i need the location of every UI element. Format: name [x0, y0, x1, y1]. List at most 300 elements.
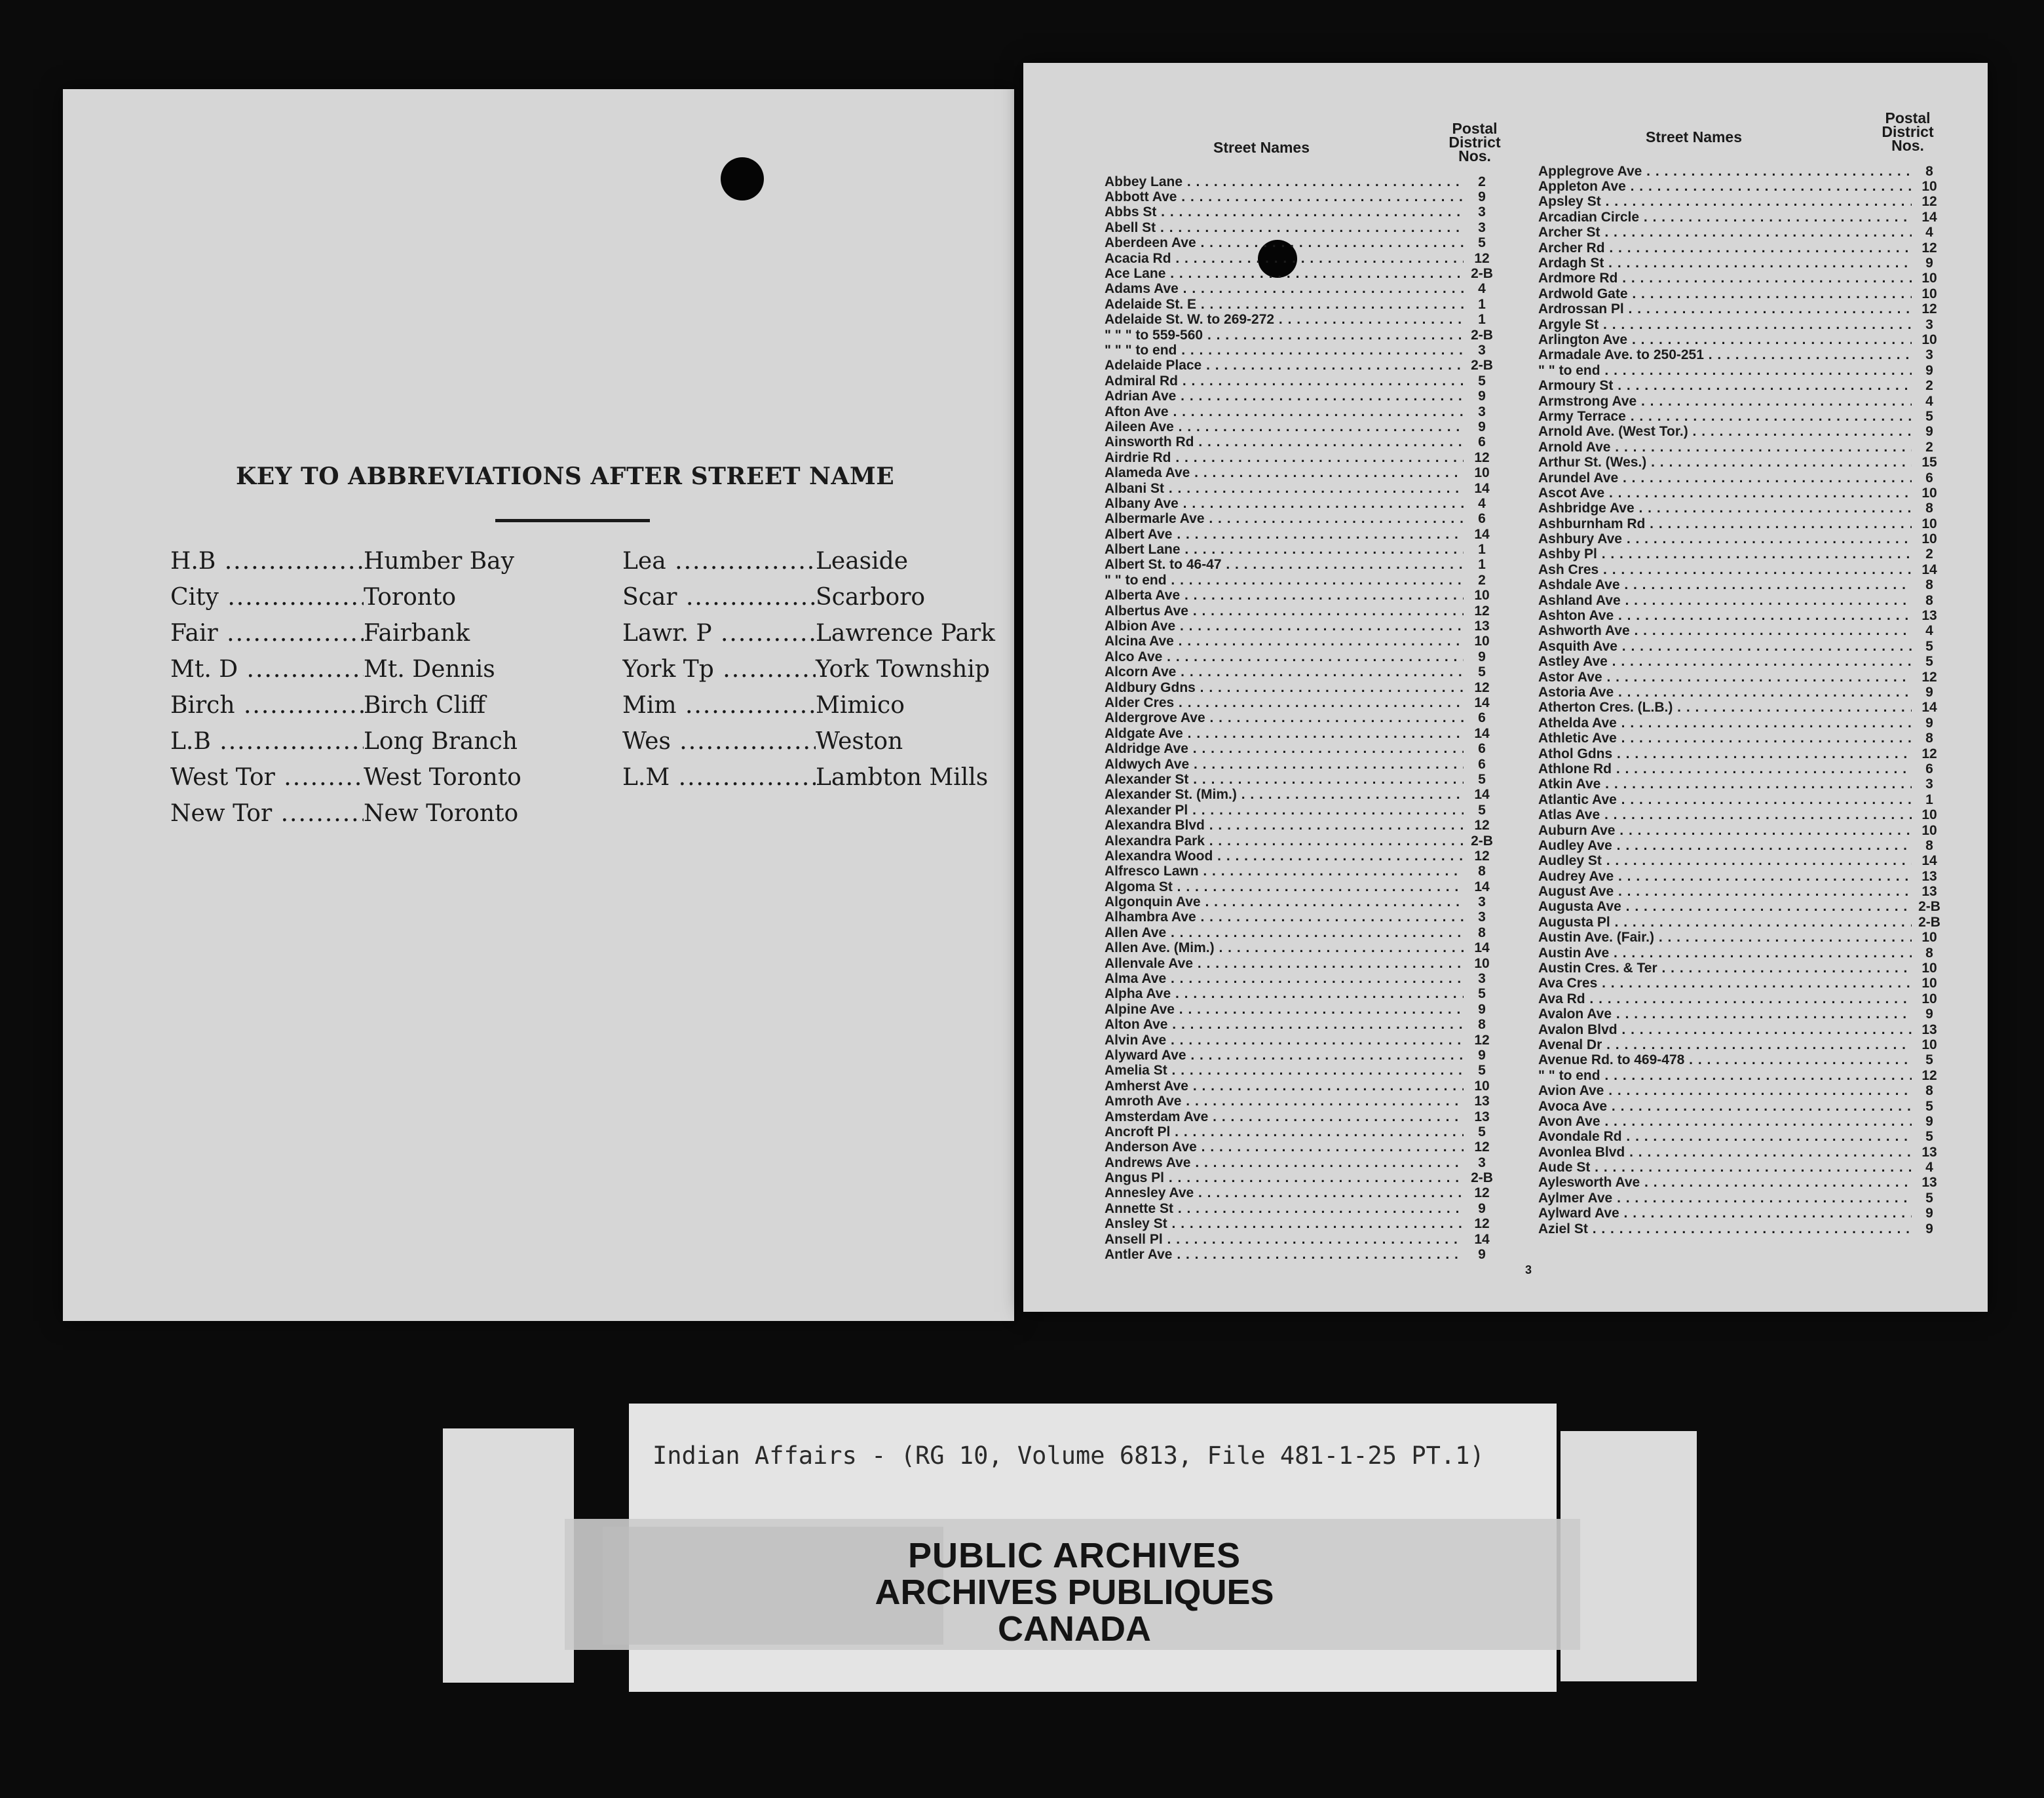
abbreviation-code: Fair ..... — [170, 620, 364, 647]
street-name: Aziel St . . . — [1538, 1221, 1912, 1237]
street-row — [1105, 1232, 1498, 1247]
postal-district-number: 5 — [1925, 1190, 1933, 1206]
abbreviation-meaning: West Toronto — [364, 764, 521, 791]
street-name: Avalon Ave . . . — [1538, 1006, 1912, 1022]
street-name: Astor Ave . . . — [1538, 670, 1912, 685]
street-name: Adelaide St. E . . . — [1105, 297, 1464, 313]
abbreviation-meaning: Mimico — [816, 692, 905, 719]
postal-district-number: 1 — [1478, 557, 1486, 573]
street-name: Armoury St . . . — [1538, 378, 1912, 394]
postal-district-number: 10 — [1921, 1037, 1937, 1052]
street-row — [1538, 700, 1944, 716]
stamp-line: CANADA — [998, 1609, 1151, 1649]
street-name: Ashworth Ave . . . — [1538, 623, 1912, 639]
street-row — [1538, 1068, 1944, 1083]
street-row — [1105, 757, 1498, 772]
street-row — [1105, 956, 1498, 971]
title-underline — [495, 519, 650, 522]
postal-district-number: 9 — [1478, 1047, 1486, 1063]
label-tab — [1561, 1431, 1697, 1681]
postal-district-number: 3 — [1478, 343, 1486, 358]
street-name: Ardwold Gate . . . — [1538, 286, 1912, 302]
postal-district-number: 14 — [1474, 526, 1490, 542]
street-row — [1105, 987, 1498, 1002]
street-name: Algoma St . . . — [1105, 879, 1464, 895]
postal-district-number: 6 — [1478, 434, 1486, 450]
abbreviation-meaning: Scarboro — [816, 584, 926, 611]
street-row — [1538, 1160, 1944, 1175]
postal-district-number: 9 — [1925, 1113, 1933, 1129]
postal-district-number: 10 — [1921, 516, 1937, 531]
street-name: Amsterdam Ave . . . — [1105, 1109, 1464, 1125]
street-row — [1538, 1206, 1944, 1221]
street-name: " " to end . . . — [1105, 573, 1464, 588]
postal-district-number: 10 — [1921, 286, 1937, 301]
abbreviation-row — [170, 692, 521, 728]
postal-district-number: 9 — [1925, 1221, 1933, 1236]
street-row — [1105, 205, 1498, 220]
street-row — [1538, 961, 1944, 976]
street-name: Alexander St. (Mim.) . . . — [1105, 787, 1464, 803]
street-row — [1105, 849, 1498, 864]
postal-district-number: 14 — [1474, 480, 1490, 496]
postal-header-line: Postal — [1885, 109, 1931, 126]
street-row — [1538, 1083, 1944, 1098]
street-name: Avenue Rd. to 469-478 . . . — [1538, 1052, 1912, 1068]
postal-district-number: 13 — [1921, 608, 1937, 624]
postal-district-number: 2-B — [1918, 914, 1940, 930]
postal-district-number: 2 — [1925, 546, 1933, 562]
street-row — [1538, 470, 1944, 486]
postal-district-header — [1874, 111, 1942, 153]
street-row — [1105, 634, 1498, 649]
street-name: Aldgate Ave . . . — [1105, 726, 1464, 742]
street-name: Abell St . . . — [1105, 220, 1464, 236]
street-name: Alexander Pl . . . — [1105, 803, 1464, 818]
street-row — [1538, 394, 1944, 409]
postal-district-number: 14 — [1474, 940, 1490, 956]
street-row — [1538, 1099, 1944, 1114]
street-row — [1105, 512, 1498, 527]
postal-district-number: 13 — [1921, 884, 1937, 900]
street-name: Abbey Lane . . . — [1105, 174, 1464, 190]
abbreviation-code: L.B ..... — [170, 728, 364, 755]
street-row — [1105, 419, 1498, 434]
street-name: Alameda Ave . . . — [1105, 465, 1464, 481]
street-name: Albani St . . . — [1105, 481, 1464, 497]
street-row — [1105, 236, 1498, 251]
abbreviation-row — [170, 584, 521, 620]
postal-district-number: 14 — [1474, 1231, 1490, 1247]
abbreviation-row — [170, 764, 521, 800]
street-name: Alma Ave . . . — [1105, 971, 1464, 987]
street-name: Atlantic Ave . . . — [1538, 792, 1912, 808]
postal-district-number: 4 — [1925, 623, 1933, 639]
street-row — [1105, 481, 1498, 496]
street-name: Anderson Ave . . . — [1105, 1139, 1464, 1155]
street-row — [1105, 1124, 1498, 1139]
street-name: Albertus Ave . . . — [1105, 603, 1464, 619]
street-name: Albert St. to 46-47 . . . — [1105, 557, 1464, 573]
postal-district-number: 5 — [1478, 1063, 1486, 1079]
postal-district-number: 4 — [1925, 1160, 1933, 1176]
street-row — [1538, 807, 1944, 822]
street-name: Alder Cres . . . — [1105, 695, 1464, 711]
street-row — [1105, 1109, 1498, 1124]
street-name: Ardagh St . . . — [1538, 256, 1912, 271]
postal-district-number: 14 — [1474, 695, 1490, 710]
street-name: Athelda Ave . . . — [1538, 716, 1912, 731]
street-name: Adrian Ave . . . — [1105, 389, 1464, 404]
street-name: Avondale Rd . . . — [1538, 1129, 1912, 1145]
street-name: Alcorn Ave . . . — [1105, 664, 1464, 680]
postal-district-number: 5 — [1925, 638, 1933, 654]
postal-district-number: 9 — [1925, 684, 1933, 700]
street-list-left — [1105, 174, 1498, 1263]
street-row — [1538, 991, 1944, 1006]
postal-header-line: Nos. — [1891, 137, 1924, 154]
abbreviation-code: Lea ..... — [622, 548, 816, 575]
street-name: Atherton Cres. (L.B.) . . . — [1538, 700, 1912, 716]
punch-hole — [721, 157, 764, 201]
street-name: Aldwych Ave . . . — [1105, 757, 1464, 773]
street-row — [1105, 496, 1498, 511]
street-row — [1105, 1033, 1498, 1048]
street-name: Ascot Ave . . . — [1538, 486, 1912, 501]
street-name: Alhambra Ave . . . — [1105, 909, 1464, 925]
street-row — [1105, 573, 1498, 588]
street-name: Alvin Ave . . . — [1105, 1033, 1464, 1048]
postal-district-number: 12 — [1474, 1139, 1490, 1155]
street-row — [1105, 864, 1498, 879]
postal-district-number: 5 — [1478, 802, 1486, 818]
street-row — [1538, 884, 1944, 899]
postal-district-number: 1 — [1478, 542, 1486, 558]
street-row — [1538, 455, 1944, 470]
street-row — [1538, 225, 1944, 240]
postal-district-number: 8 — [1478, 1017, 1486, 1033]
street-row — [1105, 435, 1498, 450]
street-row — [1105, 358, 1498, 373]
street-name: " " " to end . . . — [1105, 343, 1464, 358]
abbreviation-row — [622, 692, 995, 728]
street-row — [1105, 1002, 1498, 1017]
postal-district-number: 5 — [1925, 1129, 1933, 1145]
street-row — [1105, 879, 1498, 894]
postal-district-number: 8 — [1925, 501, 1933, 516]
street-name: Arnold Ave. (West Tor.) . . . — [1538, 424, 1912, 440]
street-name: Antler Ave . . . — [1105, 1247, 1464, 1263]
street-row — [1538, 792, 1944, 807]
street-row — [1538, 425, 1944, 440]
street-name: Adelaide Place . . . — [1105, 358, 1464, 373]
postal-district-number: 3 — [1478, 1155, 1486, 1170]
street-row — [1538, 823, 1944, 838]
street-row — [1105, 558, 1498, 573]
postal-district-number: 2-B — [1471, 833, 1493, 849]
street-row — [1538, 639, 1944, 654]
street-row — [1538, 332, 1944, 347]
street-row — [1105, 328, 1498, 343]
abbreviation-row — [622, 584, 995, 620]
abbreviation-row — [622, 728, 995, 764]
postal-district-number: 12 — [1921, 240, 1937, 256]
postal-district-number: 5 — [1478, 235, 1486, 251]
street-name: Ashbury Ave . . . — [1538, 531, 1912, 547]
street-name: Athol Gdns . . . — [1538, 746, 1912, 762]
street-name: Aylesworth Ave . . . — [1538, 1175, 1912, 1191]
abbreviation-code: West Tor ..... — [170, 764, 364, 791]
street-row — [1105, 1017, 1498, 1032]
street-row — [1538, 976, 1944, 991]
abbreviation-row — [170, 656, 521, 692]
postal-district-number: 12 — [1921, 301, 1937, 317]
postal-district-number: 8 — [1925, 837, 1933, 853]
street-row — [1105, 542, 1498, 557]
abbreviation-code: York Tp ..... — [622, 656, 816, 683]
postal-district-number: 10 — [1474, 634, 1490, 649]
postal-district-number: 12 — [1474, 679, 1490, 695]
street-row — [1538, 562, 1944, 577]
street-row — [1105, 251, 1498, 266]
street-name: Ainsworth Rd . . . — [1105, 434, 1464, 450]
abbreviation-code: Mt. D ..... — [170, 656, 364, 683]
street-row — [1105, 297, 1498, 312]
file-reference: Indian Affairs - (RG 10, Volume 6813, File 481-1-25 PT.1) — [653, 1442, 1485, 1470]
street-name: Alton Ave . . . — [1105, 1017, 1464, 1033]
abbreviation-row — [170, 548, 521, 584]
postal-district-number: 3 — [1478, 971, 1486, 987]
postal-district-number: 8 — [1925, 1083, 1933, 1099]
street-name: Armadale Ave. to 250-251 . . . — [1538, 347, 1912, 363]
postal-district-number: 8 — [1925, 592, 1933, 608]
postal-district-number: 8 — [1925, 163, 1933, 179]
street-name: Alexandra Blvd . . . — [1105, 818, 1464, 833]
postal-district-number: 5 — [1478, 1124, 1486, 1139]
street-name: Auburn Ave . . . — [1538, 823, 1912, 839]
postal-district-number: 12 — [1474, 603, 1490, 619]
abbreviation-meaning: Weston — [816, 728, 903, 755]
street-row — [1538, 378, 1944, 393]
street-name: Appleton Ave . . . — [1538, 179, 1912, 195]
abbreviation-code: L.M ..... — [622, 764, 816, 791]
postal-district-number: 4 — [1925, 225, 1933, 240]
street-name: Algonquin Ave . . . — [1105, 894, 1464, 910]
street-name: Allen Ave. (Mim.) . . . — [1105, 940, 1464, 956]
street-names-header: Street Names — [1213, 139, 1310, 156]
postal-district-number: 6 — [1478, 756, 1486, 772]
archives-stamp — [812, 1537, 1336, 1647]
postal-district-number: 2 — [1478, 174, 1486, 189]
postal-district-number: 15 — [1921, 455, 1937, 470]
postal-district-number: 10 — [1474, 465, 1490, 481]
postal-district-number: 8 — [1925, 945, 1933, 961]
street-name: Alco Ave . . . — [1105, 649, 1464, 665]
postal-district-number: 9 — [1925, 715, 1933, 731]
postal-district-number: 5 — [1925, 654, 1933, 670]
postal-district-number: 9 — [1478, 419, 1486, 434]
street-name: Aldridge Ave . . . — [1105, 741, 1464, 757]
street-name: Ashton Ave . . . — [1538, 608, 1912, 624]
postal-district-number: 2-B — [1471, 327, 1493, 343]
street-name: Adelaide St. W. to 269-272 . . . — [1105, 312, 1464, 328]
street-row — [1105, 389, 1498, 404]
postal-header-line: Nos. — [1458, 147, 1491, 164]
postal-district-number: 13 — [1474, 1094, 1490, 1109]
abbreviation-row — [170, 728, 521, 764]
street-row — [1105, 741, 1498, 756]
abbreviation-row — [622, 620, 995, 656]
street-row — [1538, 210, 1944, 225]
street-name: Alcina Ave . . . — [1105, 634, 1464, 649]
abbreviation-meaning: Lawrence Park — [816, 620, 995, 647]
street-name: Ava Cres . . . — [1538, 976, 1912, 991]
street-row — [1538, 317, 1944, 332]
street-name: Augusta Pl . . . — [1538, 915, 1912, 930]
street-row — [1538, 271, 1944, 286]
postal-district-number: 6 — [1478, 710, 1486, 726]
street-name: " " to end . . . — [1538, 1068, 1912, 1084]
abbreviation-code: New Tor ..... — [170, 800, 364, 827]
abbreviation-code: Lawr. P ..... — [622, 620, 816, 647]
postal-district-number: 10 — [1474, 1078, 1490, 1094]
abbreviation-code: Wes ..... — [622, 728, 816, 755]
street-row — [1105, 1079, 1498, 1094]
street-name: Aldbury Gdns . . . — [1105, 680, 1464, 696]
street-name: Applegrove Ave . . . — [1538, 164, 1912, 180]
street-name: Annesley Ave . . . — [1105, 1185, 1464, 1201]
street-name: Archer Rd . . . — [1538, 240, 1912, 256]
street-name: Astoria Ave . . . — [1538, 685, 1912, 700]
street-row — [1105, 373, 1498, 389]
street-name: Avon Ave . . . — [1538, 1114, 1912, 1130]
street-name: Allen Ave . . . — [1105, 925, 1464, 941]
street-name: Asquith Ave . . . — [1538, 639, 1912, 655]
street-row — [1105, 404, 1498, 419]
street-name: Alexandra Park . . . — [1105, 833, 1464, 849]
postal-district-number: 10 — [1921, 822, 1937, 838]
postal-district-number: 13 — [1474, 1109, 1490, 1124]
street-row — [1105, 1247, 1498, 1262]
postal-district-number: 3 — [1478, 220, 1486, 235]
street-row — [1105, 282, 1498, 297]
street-name: Avalon Blvd . . . — [1538, 1022, 1912, 1038]
postal-district-number: 5 — [1478, 771, 1486, 787]
postal-district-number: 3 — [1925, 347, 1933, 363]
street-row — [1105, 910, 1498, 925]
abbreviation-meaning: New Toronto — [364, 800, 519, 827]
street-row — [1538, 670, 1944, 685]
abbreviation-column-left — [170, 548, 521, 836]
postal-district-number: 12 — [1474, 848, 1490, 864]
street-name: Albert Lane . . . — [1105, 542, 1464, 558]
street-name: Audley Ave . . . — [1538, 838, 1912, 854]
postal-district-number: 13 — [1921, 1175, 1937, 1191]
stamp-line: PUBLIC ARCHIVES — [907, 1536, 1241, 1575]
postal-district-number: 4 — [1478, 495, 1486, 511]
postal-district-number: 2 — [1925, 439, 1933, 455]
street-row — [1105, 665, 1498, 680]
street-name: Annette St . . . — [1105, 1201, 1464, 1217]
postal-district-number: 12 — [1474, 1032, 1490, 1048]
street-row — [1105, 465, 1498, 480]
street-name: Amherst Ave . . . — [1105, 1079, 1464, 1094]
postal-district-number: 3 — [1925, 316, 1933, 332]
street-row — [1105, 1140, 1498, 1155]
postal-district-number: 14 — [1921, 700, 1937, 716]
street-row — [1538, 409, 1944, 424]
street-row — [1538, 501, 1944, 516]
postal-district-number: 2-B — [1918, 899, 1940, 915]
street-row — [1105, 1217, 1498, 1232]
street-name: Arundel Ave . . . — [1538, 470, 1912, 486]
street-name: Aude St . . . — [1538, 1160, 1912, 1176]
street-name: Albermarle Ave . . . — [1105, 511, 1464, 527]
street-name: Austin Cres. & Ter . . . — [1538, 961, 1912, 976]
postal-district-number: 9 — [1478, 1247, 1486, 1263]
street-name: Alexandra Wood . . . — [1105, 849, 1464, 864]
street-row — [1105, 788, 1498, 803]
postal-district-number: 13 — [1921, 1022, 1937, 1037]
street-row — [1105, 1186, 1498, 1201]
page-number: 3 — [1525, 1263, 1532, 1276]
street-row — [1538, 1145, 1944, 1160]
abbreviation-row — [170, 620, 521, 656]
street-row — [1538, 531, 1944, 546]
postal-district-number: 9 — [1925, 1006, 1933, 1022]
street-row — [1538, 1176, 1944, 1191]
postal-district-number: 14 — [1474, 787, 1490, 803]
street-row — [1538, 731, 1944, 746]
street-name: Ashdale Ave . . . — [1538, 577, 1912, 593]
street-name: Audley St . . . — [1538, 853, 1912, 869]
street-row — [1538, 440, 1944, 455]
street-name: Albany Ave . . . — [1105, 496, 1464, 512]
postal-district-number: 12 — [1474, 250, 1490, 266]
street-row — [1538, 854, 1944, 869]
street-row — [1538, 547, 1944, 562]
street-row — [1538, 363, 1944, 378]
abbreviation-meaning: Lambton Mills — [816, 764, 989, 791]
street-name: Avoca Ave . . . — [1538, 1099, 1912, 1115]
street-row — [1105, 450, 1498, 465]
street-name: Apsley St . . . — [1538, 194, 1912, 210]
postal-district-number: 10 — [1921, 930, 1937, 946]
street-name: Augusta Ave . . . — [1538, 899, 1912, 915]
postal-district-number: 10 — [1474, 955, 1490, 971]
street-row — [1105, 772, 1498, 787]
street-row — [1538, 286, 1944, 301]
postal-district-number: 14 — [1474, 879, 1490, 894]
street-name: Allenvale Ave . . . — [1105, 956, 1464, 972]
street-list-right — [1538, 164, 1944, 1236]
street-name: Albert Ave . . . — [1105, 527, 1464, 543]
street-row — [1105, 1170, 1498, 1185]
street-name: Ashby Pl . . . — [1538, 546, 1912, 562]
postal-district-number: 2 — [1925, 378, 1933, 394]
postal-district-number: 9 — [1478, 1001, 1486, 1017]
abbreviation-meaning: Long Branch — [364, 728, 518, 755]
street-names-header: Street Names — [1646, 128, 1743, 145]
postal-district-number: 6 — [1478, 511, 1486, 527]
postal-district-number: 5 — [1478, 664, 1486, 680]
postal-district-number: 13 — [1921, 1144, 1937, 1160]
street-name: Arcadian Circle . . . — [1538, 210, 1912, 225]
abbreviation-meaning: Birch Cliff — [364, 692, 486, 719]
street-name: Audrey Ave . . . — [1538, 869, 1912, 885]
postal-district-number: 10 — [1921, 531, 1937, 547]
postal-district-number: 1 — [1478, 296, 1486, 312]
